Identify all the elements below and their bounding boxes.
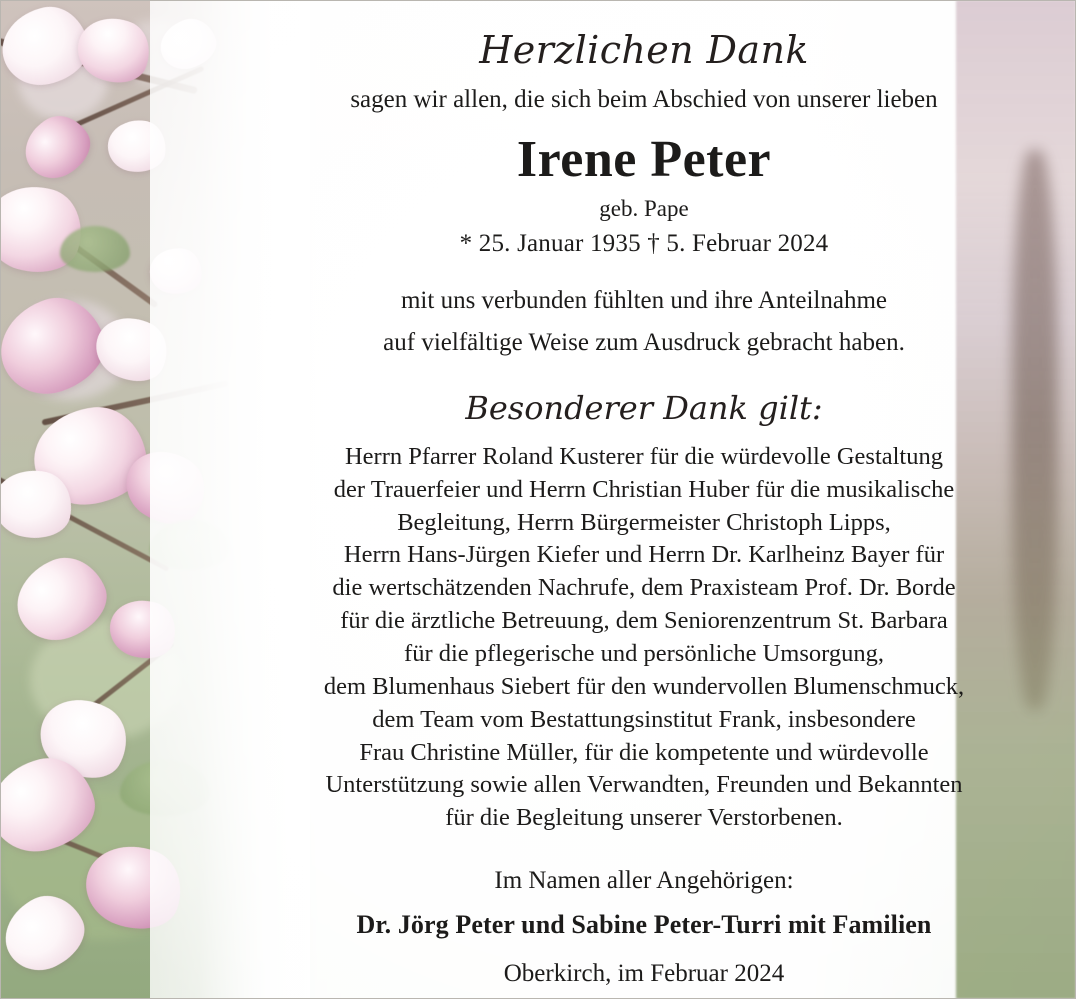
- thanks-line: Unterstützung sowie allen Verwandten, Freunden und Bekannten: [325, 771, 963, 799]
- body-line-1: mit uns verbunden fühlten und ihre Anteilnahme: [400, 287, 887, 315]
- family-names: Dr. Jörg Peter und Sabine Peter-Turri mit Familien: [356, 909, 932, 939]
- thanks-line: dem Blumenhaus Siebert für den wundervollen Blumenschmuck,: [323, 672, 965, 700]
- life-dates: * 25. Januar 1935 † 5. Februar 2024: [459, 230, 829, 258]
- thanks-line: Frau Christine Müller, für die kompetente und würdevolle: [359, 738, 929, 766]
- intro-line: sagen wir allen, die sich beim Abschied von unserer lieben: [350, 86, 938, 113]
- thanks-line: für die pflegerische und persönliche Umsorgung,: [404, 640, 884, 667]
- body-line-2: auf vielfältige Weise zum Ausdruck gebracht haben.: [383, 328, 905, 356]
- place-and-date: Oberkirch, im Februar 2024: [503, 959, 785, 987]
- thanks-line: dem Team vom Bestattungsinstitut Frank, insbesondere: [372, 705, 916, 733]
- thanks-line: Begleitung, Herrn Bürgermeister Christoph Lipps,: [397, 508, 891, 536]
- foliage: [60, 226, 130, 272]
- thanks-line: Herrn Hans-Jürgen Kiefer und Herrn Dr. Karlheinz Bayer für: [343, 541, 945, 569]
- thanks-line: für die Begleitung unserer Verstorbenen.: [445, 804, 843, 832]
- thanks-line: der Trauerfeier und Herrn Christian Huber für die musikalische: [333, 475, 955, 503]
- memorial-text: [248, 28, 1040, 988]
- special-thanks-heading: Besonderer Dank gilt:: [465, 388, 823, 427]
- thanks-line: Herrn Pfarrer Roland Kusterer für die würdevolle Gestaltung: [344, 442, 943, 470]
- thanks-line: für die ärztliche Betreuung, dem Seniorenzentrum St. Barbara: [340, 607, 948, 635]
- deceased-name: Irene Peter: [516, 131, 772, 189]
- closing-line: Im Namen aller Angehörigen:: [494, 867, 794, 895]
- thanks-heading: Herzlichen Dank: [479, 28, 809, 72]
- special-thanks-body: [248, 441, 1040, 834]
- maiden-name: geb. Pape: [599, 196, 689, 222]
- thanks-line: die wertschätzenden Nachrufe, dem Praxisteam Prof. Dr. Borde: [332, 574, 956, 602]
